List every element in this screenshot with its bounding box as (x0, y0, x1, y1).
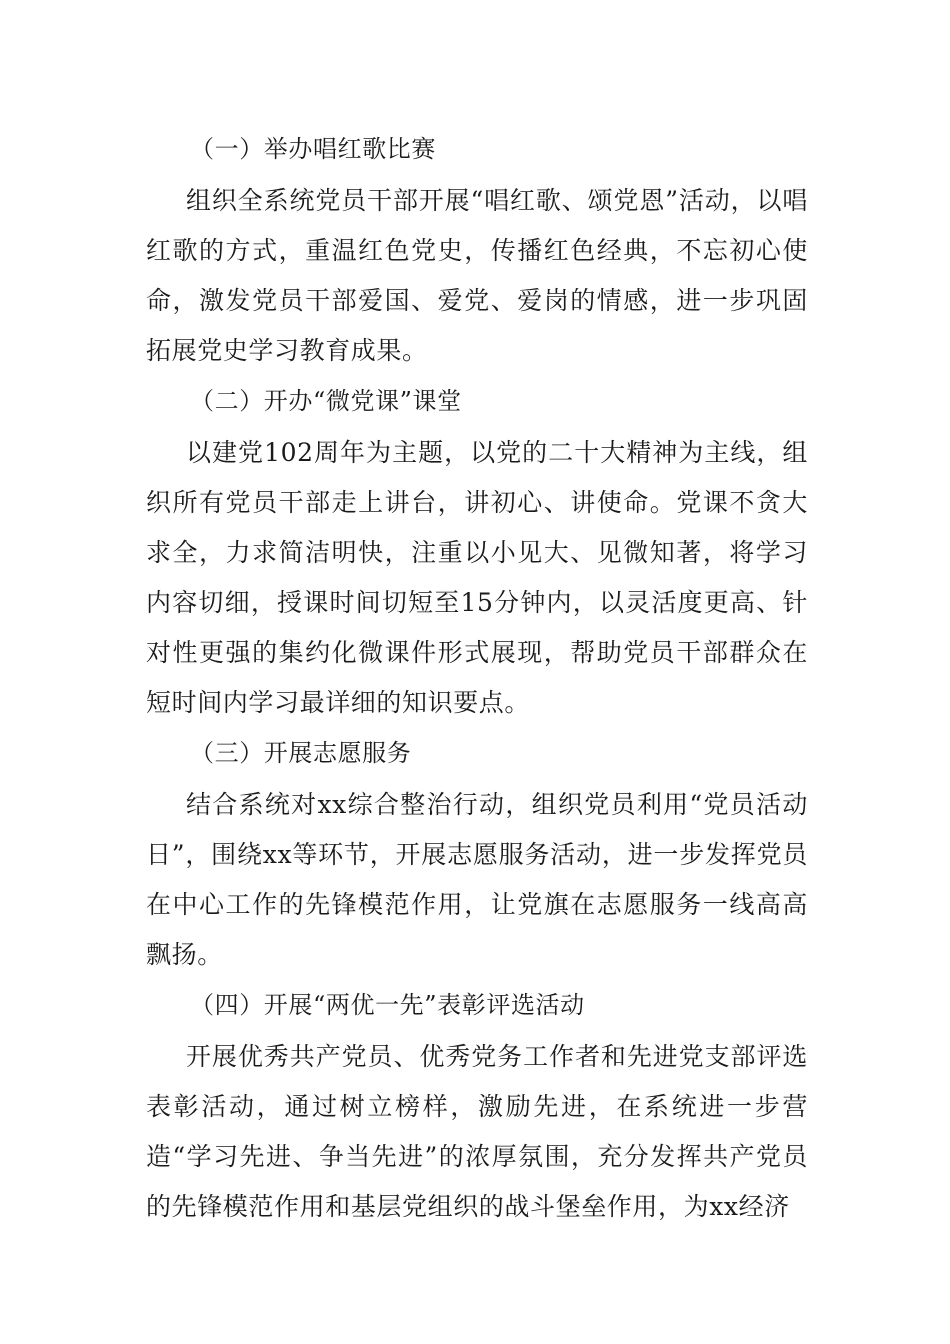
section-heading-3: （三）开展志愿服务 (190, 739, 412, 767)
section-paragraph-4: 开展优秀共产党员、优秀党务工作者和先进党支部评选表彰活动，通过树立榜样，激励先进，在系统进一步营造“学习先进、争当先进”的浓厚氛围，充分发挥共产党员的先锋模范作用和基层党组织的战斗堡垒作用，为xx经济 (146, 1042, 808, 1221)
document-body (146, 124, 808, 1232)
section-paragraph-3: 结合系统对xx综合整治行动，组织党员利用“党员活动日”，围绕xx等环节，开展志愿服务活动，进一步发挥党员在中心工作的先锋模范作用，让党旗在志愿服务一线高高飘扬。 (146, 790, 808, 969)
section-heading-2: （二）开办“微党课”课堂 (190, 387, 462, 415)
section-heading-4: （四）开展“两优一先”表彰评选活动 (190, 991, 585, 1019)
section-paragraph-2: 以建党102周年为主题，以党的二十大精神为主线，组织所有党员干部走上讲台，讲初心、讲使命。党课不贪大求全，力求简洁明快，注重以小见大、见微知著，将学习内容切细，授课时间切短至15分钟内，以灵活度更高、针对性更强的集约化微课件形式展现，帮助党员干部群众在短时间内学习最详细的知识要点。 (146, 438, 808, 717)
section-heading-1: （一）举办唱红歌比赛 (190, 135, 436, 163)
section-paragraph-1: 组织全系统党员干部开展“唱红歌、颂党恩”活动，以唱红歌的方式，重温红色党史，传播红色经典，不忘初心使命，激发党员干部爱国、爱党、爱岗的情感，进一步巩固拓展党史学习教育成果。 (146, 186, 808, 365)
